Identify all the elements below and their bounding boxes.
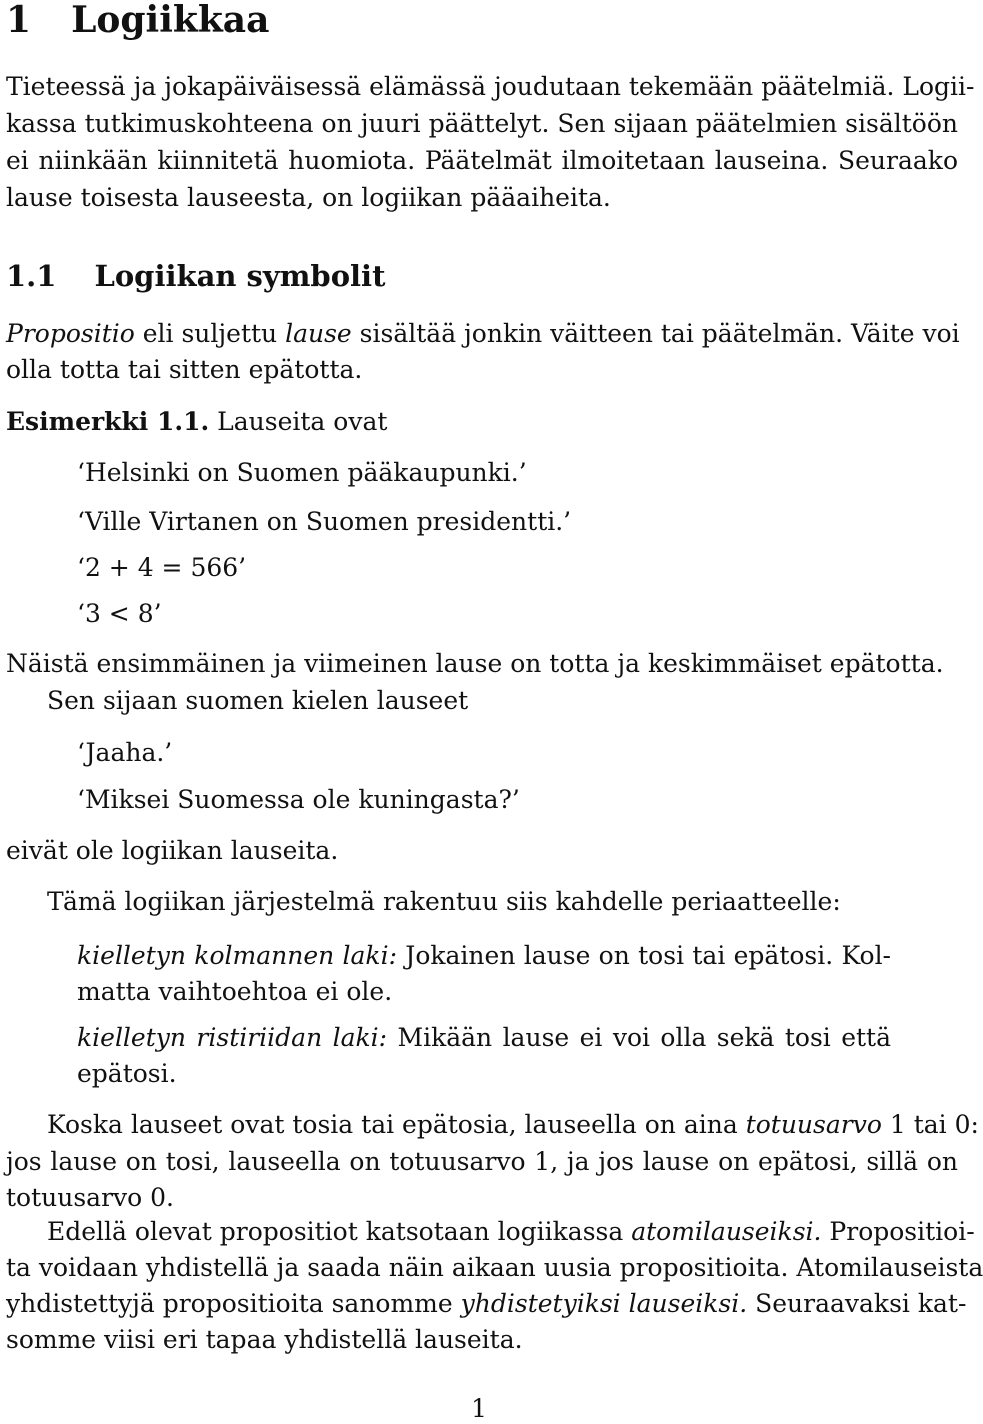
atomic-text-b: Propositioi- bbox=[821, 1217, 975, 1246]
principle-2-text: Mikään lause ei voi olla sekä tosi että bbox=[387, 1023, 891, 1052]
truth-line-1 bbox=[47, 1107, 979, 1143]
intro-line-4: lause toisesta lauseesta, on logiikan pääaiheita. bbox=[6, 183, 611, 212]
example-quote-4: ‘3 < 8’ bbox=[77, 599, 162, 628]
truth-line-2: jos lause on tosi, lauseella on totuusarvo 1, ja jos lause on epätosi, sillä on bbox=[6, 1147, 958, 1176]
principle-1-line-2: matta vaihtoehtoa ei ole. bbox=[77, 977, 393, 1006]
principle-2-name: kielletyn ristiriidan laki: bbox=[77, 1023, 388, 1052]
example-heading bbox=[6, 404, 387, 440]
atomic-line-1 bbox=[47, 1214, 975, 1250]
principle-1-line-1 bbox=[77, 938, 891, 974]
definition-line-2: olla totta tai sitten epätotta. bbox=[6, 355, 363, 384]
principle-2-line-1 bbox=[77, 1020, 891, 1056]
intro-line-1: Tieteessä ja jokapäiväisessä elämässä joudutaan tekemään päätelmiä. Logii- bbox=[6, 72, 975, 101]
definition-text-rest: sisältää jonkin väitteen tai päätelmän. Väite voi bbox=[351, 319, 960, 348]
truth-line-3: totuusarvo 0. bbox=[6, 1183, 175, 1212]
intro-line-3: ei niinkään kiinnitetä huomiota. Päätelmät ilmoitetaan lauseina. Seuraako bbox=[6, 146, 958, 175]
subsection-title: Logiikan symbolit bbox=[94, 259, 386, 293]
subsection-number: 1.1 bbox=[6, 259, 57, 293]
principle-1-text: Jokainen lause on tosi tai epätosi. Kol- bbox=[397, 941, 892, 970]
atomic-text-c: yhdistettyjä propositioita sanomme bbox=[6, 1289, 461, 1318]
term-yhdistetyiksi-lauseiksi: yhdistetyiksi lauseiksi. bbox=[460, 1289, 748, 1318]
truth-text-b: 1 tai 0: bbox=[881, 1110, 979, 1139]
term-atomilauseiksi: atomilauseiksi. bbox=[631, 1217, 822, 1246]
example-label: Esimerkki 1.1. bbox=[6, 407, 210, 436]
example-quote-3: ‘2 + 4 = 566’ bbox=[77, 553, 247, 582]
example-quote-2: ‘Ville Virtanen on Suomen presidentti.’ bbox=[77, 507, 572, 536]
example-after-2: Sen sijaan suomen kielen lauseet bbox=[47, 686, 469, 715]
section-title: Logiikkaa bbox=[71, 0, 270, 41]
page-number: 1 bbox=[471, 1394, 487, 1423]
intro-line-2: kassa tutkimuskohteena on juuri päättelyt. Sen sijaan päätelmien sisältöön bbox=[6, 109, 958, 138]
term-lause: lause bbox=[285, 319, 352, 348]
term-propositio: Propositio bbox=[6, 319, 135, 348]
truth-text-a: Koska lauseet ovat tosia tai epätosia, lauseella on aina bbox=[47, 1110, 746, 1139]
example-quote-5: ‘Jaaha.’ bbox=[77, 738, 173, 767]
example-quote-1: ‘Helsinki on Suomen pääkaupunki.’ bbox=[77, 458, 527, 487]
definition-text: eli suljettu bbox=[134, 319, 286, 348]
atomic-text-d: Seuraavaksi kat- bbox=[747, 1289, 967, 1318]
atomic-text-a: Edellä olevat propositiot katsotaan logiikassa bbox=[47, 1217, 632, 1246]
principle-2-line-2: epätosi. bbox=[77, 1059, 177, 1088]
example-after-3: eivät ole logiikan lauseita. bbox=[6, 836, 339, 865]
term-totuusarvo: totuusarvo bbox=[745, 1110, 882, 1139]
example-intro: Lauseita ovat bbox=[209, 407, 388, 436]
section-heading bbox=[6, 0, 269, 40]
example-quote-6: ‘Miksei Suomessa ole kuningasta?’ bbox=[77, 785, 520, 814]
example-after-1: Näistä ensimmäinen ja viimeinen lause on totta ja keskimmäiset epätotta. bbox=[6, 649, 944, 678]
principle-1-name: kielletyn kolmannen laki: bbox=[77, 941, 397, 970]
subsection-heading bbox=[6, 258, 385, 294]
atomic-line-4: somme viisi eri tapaa yhdistellä lauseita. bbox=[6, 1325, 523, 1354]
principles-intro: Tämä logiikan järjestelmä rakentuu siis kahdelle periaatteelle: bbox=[47, 887, 841, 916]
atomic-line-3 bbox=[6, 1286, 967, 1322]
atomic-line-2: ta voidaan yhdistellä ja saada näin aikaan uusia propositioita. Atomilauseista bbox=[6, 1253, 983, 1282]
definition-line-1 bbox=[6, 316, 958, 352]
section-number: 1 bbox=[6, 0, 32, 41]
